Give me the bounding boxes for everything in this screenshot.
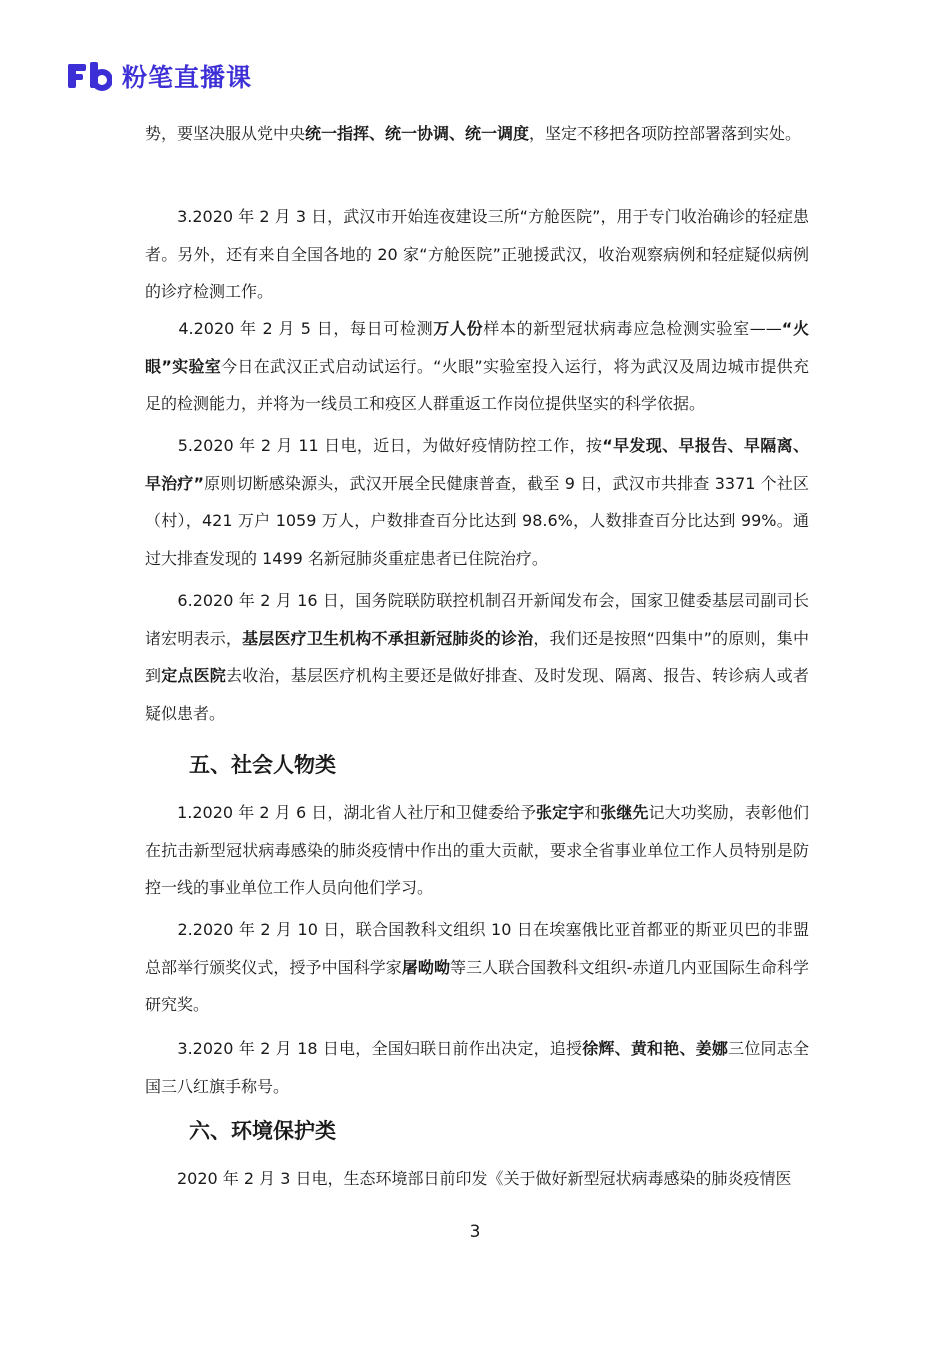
body-text: 三位同志全国三八红旗手称号。 [145,1039,809,1096]
paragraph-5 [145,582,809,732]
body-text: 1.2020 年 2 月 6 日，湖北省人社厅和卫健委给予 [145,803,537,822]
emphasis-text: “早发现、早报告、早隔离、早治疗” [145,436,809,493]
body-text: 3.2020 年 2 月 18 日电，全国妇联日前作出决定，追授 [145,1039,583,1058]
paragraph-8 [145,1030,809,1105]
section-heading-social: 五、社会人物类 [189,753,336,777]
body-text: 今日在武汉正式启动试运行。“火眼”实验室投入运行，将为武汉及周边城市提供充足的检测能力，并将为一线员工和疫区人群重返工作岗位提供坚实的科学依据。 [145,356,809,413]
fb-logo-icon [68,61,112,91]
brand-logo [68,58,252,94]
emphasis-text: 屠呦呦 [401,957,451,977]
body-text: 原则切断感染源头，武汉开展全民健康普查，截至 9 日，武汉市共排查 3371 个社区（村），421 万户 1059 万人，户数排查百分比达到 98.6%，人数排查百分比达到 99%。通过大排查发现的 1499 名新冠肺炎重症患者已住院治疗。 [145,473,809,568]
emphasis-text: 万人份 [433,319,484,338]
body-text: 6.2020 年 2 月 16 日，国务院联防联控机制召开新闻发布会，国家卫健委基层司副司长诸宏明表示， [145,591,809,648]
section-heading-environment: 六、环境保护类 [189,1119,336,1143]
body-text: 4.2020 年 2 月 5 日，每日可检测 [145,319,434,338]
body-text: 和 [584,803,601,822]
logo-text: 粉笔直播课 [122,63,253,92]
page-number: 3 [469,1222,481,1242]
emphasis-text: 定点医院 [161,666,226,685]
body-text: 2020 年 2 月 3 日电，生态环境部日前印发《关于做好新型冠状病毒感染的肺炎疫情医 [145,1169,792,1188]
paragraph-6 [145,794,809,907]
emphasis-text: 张定宇 [536,803,585,822]
body-text: 记大功奖励，表彰他们在抗击新型冠状病毒感染的肺炎疫情中作出的重大贡献，要求全省事业单位工作人员特别是防控一线的事业单位工作人员向他们学习。 [145,803,809,897]
body-text: 势，要坚决服从党中央 [145,124,306,143]
emphasis-text: 徐辉、黄和艳、姜娜 [582,1039,729,1058]
paragraph-1 [145,115,809,153]
paragraph-4 [145,427,809,577]
paragraph-2 [145,198,809,311]
paragraph-7 [145,911,809,1024]
body-text: 去收治，基层医疗机构主要还是做好排查、及时发现、隔离、报告、转诊病人或者疑似患者。 [145,666,809,723]
body-text: ，坚定不移把各项防控部署落到实处。 [529,124,802,143]
emphasis-text: 张继先 [600,803,649,822]
body-text: 5.2020 年 2 月 11 日电，近日，为做好疫情防控工作，按 [145,436,603,455]
emphasis-text: 基层医疗卫生机构不承担新冠肺炎的诊治 [242,628,534,648]
body-text: ，我们还是按照“四集中”的原则，集中到 [145,628,809,685]
body-text: 2.2020 年 2 月 10 日，联合国教科文组织 10 日在埃塞俄比亚首都亚的斯亚贝巴的非盟总部举行颁奖仪式，授予中国科学家 [145,920,809,977]
body-text: 3.2020 年 2 月 3 日，武汉市开始连夜建设三所“方舱医院”，用于专门收治确诊的轻症患者。另外，还有来自全国各地的 20 家“方舱医院”正驰援武汉，收治观察病例和轻症疑似病例的诊疗检测工作。 [145,207,809,301]
body-text: 样本的新型冠状病毒应急检测实验室—— [483,319,782,338]
emphasis-text: “火眼”实验室 [145,319,809,376]
paragraph-9 [145,1160,809,1198]
paragraph-3 [145,310,809,423]
emphasis-text: 统一指挥、统一协调、统一调度 [305,124,530,143]
body-text: 等三人联合国教科文组织-赤道几内亚国际生命科学研究奖。 [145,957,809,1014]
